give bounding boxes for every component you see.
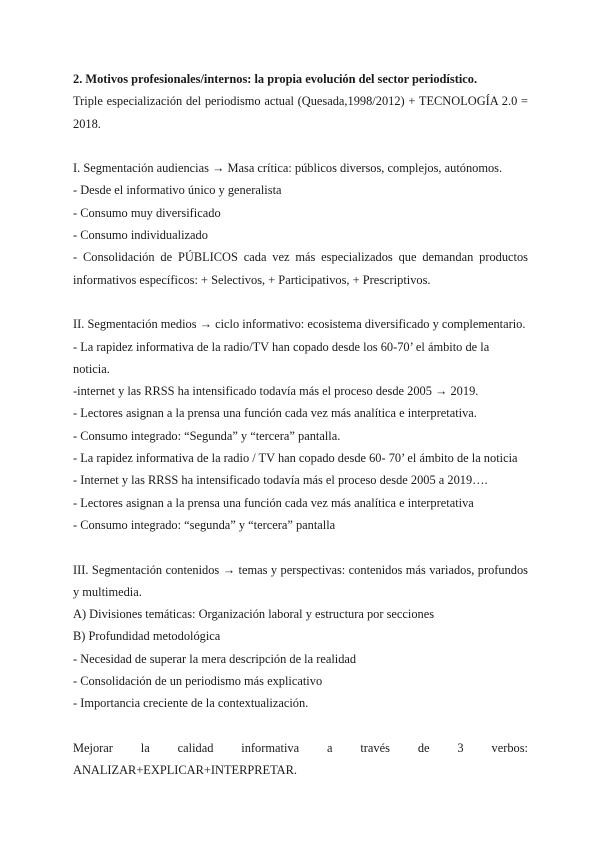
- list-item: - La rapidez informativa de la radio/TV han copado desde los 60-70’ el ámbito de la noticia.: [73, 339, 490, 376]
- spacer: [73, 715, 528, 737]
- segment-1-title: I. Segmentación audiencias → Masa crítica: públicos diversos, complejos, autónomos.: [73, 161, 503, 176]
- list-item: B) Profundidad metodológica: [73, 629, 221, 644]
- list-item: - La rapidez informativa de la radio / TV han copado desde 60- 70’ el ámbito de la noticia: [73, 451, 518, 466]
- list-item: - Consumo integrado: “Segunda” y “tercera” pantalla.: [73, 428, 341, 443]
- list-item: - Desde el informativo único y generalista: [73, 183, 282, 198]
- conclusion-line-2: ANALIZAR+EXPLICAR+INTERPRETAR.: [73, 763, 297, 778]
- list-item: - Consumo integrado: “segunda” y “tercera” pantalla: [73, 517, 336, 532]
- list-item: - Internet y las RRSS ha intensificado todavía más el proceso desde 2005 a 2019….: [73, 473, 488, 488]
- segment-2-title: II. Segmentación medios → ciclo informativo: ecosistema diversificado y complementario.: [73, 317, 526, 332]
- spacer: [73, 291, 528, 313]
- list-item: -internet y las RRSS ha intensificado todavía más el proceso desde 2005 → 2019.: [73, 384, 479, 399]
- list-item: - Necesidad de superar la mera descripción de la realidad: [73, 651, 357, 666]
- list-item: - Lectores asignan a la prensa una función cada vez más analítica e interpretativa.: [73, 406, 477, 421]
- segment-3-title: III. Segmentación contenidos → temas y perspectivas: contenidos más variados, profundos y multimedia.: [73, 562, 528, 599]
- section-intro: Triple especialización del periodismo actual (Quesada,1998/2012) + TECNOLOGÍA 2.0 = 2018.: [73, 94, 528, 131]
- spacer: [73, 135, 528, 157]
- list-item: - Consolidación de un periodismo más explicativo: [73, 674, 323, 689]
- list-item: - Consumo individualizado: [73, 228, 208, 243]
- section-heading: 2. Motivos profesionales/internos: la propia evolución del sector periodístico.: [73, 72, 478, 86]
- list-item: - Consolidación de PÚBLICOS cada vez más especializados que demandan productos informativos específicos: + Selectivos, + Participativos, + Prescriptivos.: [73, 250, 528, 287]
- list-item: - Importancia creciente de la contextualización.: [73, 696, 309, 711]
- document-body: [73, 68, 528, 782]
- conclusion-line-1: Mejorar la calidad informativa a través de 3 verbos:: [73, 740, 528, 755]
- spacer: [73, 536, 528, 558]
- list-item: - Consumo muy diversificado: [73, 205, 221, 220]
- list-item: A) Divisiones temáticas: Organización laboral y estructura por secciones: [73, 607, 435, 622]
- list-item: - Lectores asignan a la prensa una función cada vez más analítica e interpretativa: [73, 495, 474, 510]
